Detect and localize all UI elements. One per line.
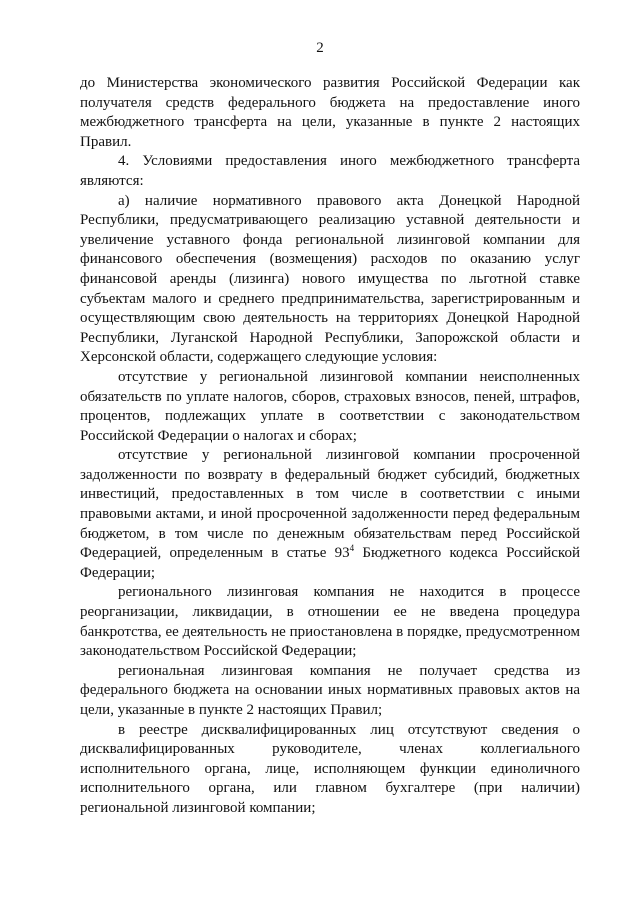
paragraph-subclause-a: а) наличие нормативного правового акта Донецкой Народной Республики, предусматривающего реализацию уставной деятельности и увеличение уставного фонда региональной лизинговой компании для финансового обеспечения (возмещения) расходов по оказанию услуг финансовой аренды (лизинга) нового имущества по льготной ставке субъектам малого и среднего предпринимательства, зарегистрированным и осуществляющим свою деятельность на территориях Донецкой Народной Республики, Луганской Народной Республики, Запорожской области и Херсонской области, содержащего следующие условия: [80, 192, 580, 366]
paragraph-continuation: до Министерства экономического развития Российской Федерации как получателя средств федерального бюджета на предоставление иного межбюджетного трансферта на цели, указанные в пункте 2 настоящих Правил. [80, 75, 580, 150]
paragraph-clause-4: 4. Условиями предоставления иного межбюджетного трансферта являются: [80, 153, 580, 189]
paragraph-condition-taxes: отсутствие у региональной лизинговой компании неисполненных обязательств по уплате налогов, сборов, страховых взносов, пеней, штрафов, процентов, подлежащих уплате в соответствии с законодательством Российской Федерации о налогах и сборах; [80, 368, 580, 444]
paragraph-condition-disqualified: в реестре дисквалифицированных лиц отсутствуют сведения о дисквалифицированных руководителе, членах коллегиального исполнительного органа, лице, исполняющем функции единоличного исполнительного органа, или главном бухгалтере (при наличии) региональной лизинговой компании; [80, 721, 580, 816]
paragraph-condition-no-other-funds: региональная лизинговая компания не получает средства из федерального бюджета на основании иных нормативных правовых актов на цели, указанные в пункте 2 настоящих Правил; [80, 662, 580, 718]
page-number: 2 [316, 40, 324, 56]
paragraph-condition-reorganization: регионального лизинговая компания не находится в процессе реорганизации, ликвидации, в отношении ее не введена процедура банкротства, ее деятельность не приостановлена в порядке, предусмотренном законодательством Российской Федерации; [80, 584, 580, 660]
paragraph-condition-debt-text: отсутствие у региональной лизинговой компании просроченной задолженности по возврату в федеральный бюджет субсидий, бюджетных инвестиций, предоставленных в том числе в соответствии с иными правовыми актами, и иной просроченной задолженности перед федеральным бюджетом, в том числе по денежным обязательствам перед Российской Федерацией, определенным в статье 93 [80, 447, 580, 562]
paragraph-condition-debt [80, 446, 580, 583]
article-superscript: 4 [349, 543, 355, 554]
document-body [80, 74, 580, 819]
paragraph-condition-debt-tail: Бюджетного кодекса Российской Федерации; [80, 545, 580, 581]
